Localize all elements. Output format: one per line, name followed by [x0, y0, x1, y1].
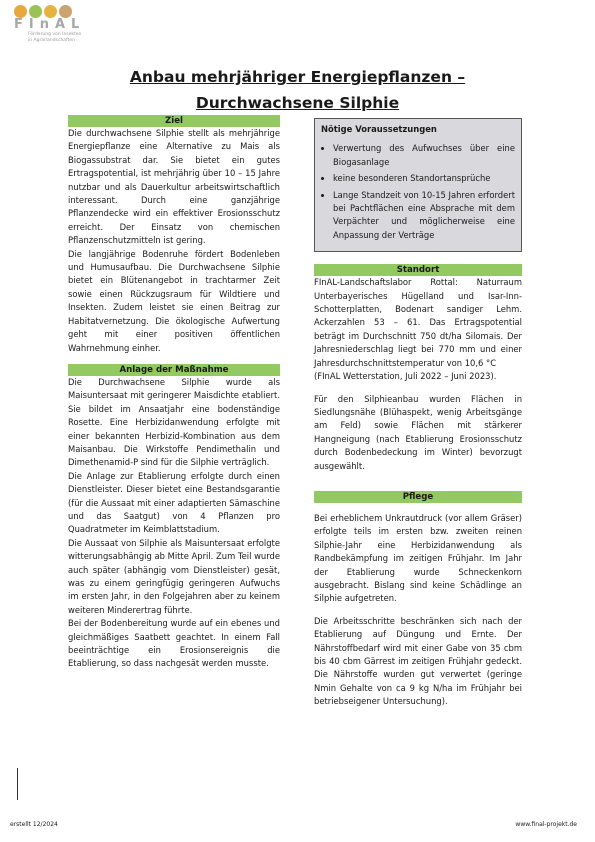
- anlage-paragraph-3: Die Aussaat von Silphie als Maisuntersaat erfolgte witterungsabhängig ab Mitte April. Zum Teil wurde auch später (abhängig vom Dienstleister) gesät, was zu einem geringfügig geringeren Aufwuchs im ersten Jahr, in den Folgejahren aber zu keinem weiteren Minderertrag führte.: [68, 537, 280, 615]
- anlage-paragraph-2: Die Anlage zur Etablierung erfolgte durch einen Dienstleister. Dieser bietet eine Bestandsgarantie (für die Aussaat mit einer adaptierten Sämaschine und das Saatgut) von 4 Pflanzen pro Quadratmeter im Keimblattstadium.: [68, 470, 280, 535]
- section-header-anlage: Anlage der Maßnahme: [68, 364, 280, 376]
- requirements-list: [321, 142, 515, 242]
- list-item: • Verwertung des Aufwuchses über eine Biogasanlage: [333, 142, 515, 169]
- title-line-1: Anbau mehrjähriger Energiepflanzen –: [129, 68, 466, 86]
- anlage-paragraph-1: Die Durchwachsene Silphie wurde als Maisuntersaat mit geringerer Maisdichte etabliert. Sie bildet im Ansaatjahr eine bodenständige Rosette. Eine Herbizidanwendung erfolgte mit einer bekannten Herbizid-Kombination aus dem Maisanbau. Die Wirkstoffe Pendimethalin und Dimethenamid-P sind für die Silphie verträglich.: [68, 376, 280, 468]
- standort-paragraph-2: Für den Silphieanbau wurden Flächen in Siedlungsnähe (Blühaspekt, wenig Arbeitsgänge am Feld) sowie Flächen mit stärkerer Hangneigung (nach Etablierung Erosionsschutz durch Bodenbedeckung im Winter) bevorzugt ausgewählt.: [314, 393, 522, 471]
- logo-tagline-1: Förderung von Insekten: [28, 32, 82, 37]
- list-item: • keine besonderen Standortansprüche: [333, 172, 515, 185]
- section-header-ziel: Ziel: [68, 115, 280, 127]
- page-title: [0, 64, 595, 116]
- anlage-paragraph-4: Bei der Bodenbereitung wurde auf ein ebenes und gleichmäßiges Saatbett geachtet. In einem Fall beeinträchtige ein Erosionsereignis die Etablierung, so dass nachgesät werden musste.: [68, 618, 280, 669]
- section-header-standort: Standort: [314, 264, 522, 276]
- logo-wordmark: FInAL: [14, 17, 86, 32]
- right-column: [314, 118, 522, 709]
- footer-url[interactable]: www.final-projekt.de: [515, 821, 577, 828]
- left-column: [68, 115, 280, 671]
- list-item: • Lange Standzeit von 10-15 Jahren erfordert bei Pachtflächen eine Absprache mit dem Verpächter und möglicherweise eine Anpassung der Verträge: [333, 189, 515, 243]
- standort-source: (FInAL Wetterstation, Juli 2022 – Juni 2023).: [314, 371, 497, 382]
- ziel-paragraph-1: Die durchwachsene Silphie stellt als mehrjährige Energiepflanze eine Alternative zu Mais als Biogassubstrat dar. Sie bietet ein gutes Ertragspotential, ist mehrjährig über 10 – 15 Jahre nutzbar und als Dauerkultur arbeitswirtschaftlich interessant. Durch eine ganzjährige Pflanzendecke wird ein effektiver Erosionsschutz erreicht. Der Einsatz von chemischen Pflanzenschutzmitteln ist gering.: [68, 128, 280, 246]
- ziel-paragraph-2: Die langjährige Bodenruhe fördert Bodenleben und Humusaufbau. Die Durchwachsene Silphie bietet ein Blütenangebot in trachtarmer Zeit sowie einen Rückzugsraum für Wildtiere und Insekten. Zudem leistet sie einen Beitrag zur Habitatvernetzung. Die ökologische Aufwertung geht mit einer positiven öffentlichen Wahrnehmung einher.: [68, 248, 280, 353]
- margin-line: [17, 768, 18, 800]
- requirements-title: Nötige Voraussetzungen: [321, 124, 437, 134]
- logo-tagline-2: in Agrarlandschaften: [28, 38, 75, 43]
- final-logo: [10, 5, 130, 65]
- title-line-2: Durchwachsene Silphie: [195, 94, 400, 112]
- section-header-pflege: Pflege: [314, 491, 522, 503]
- footer-created: erstellt 12/2024: [10, 821, 58, 828]
- requirements-box: [314, 118, 522, 252]
- pflege-paragraph-1: Bei erheblichem Unkrautdruck (vor allem Gräser) erfolgte teils im ersten bzw. zweiten reinen Silphie-Jahr eine Herbizidanwendung als Randbekämpfung im zeitigen Frühjahr. Im Jahr der Etablierung wurde Schneckenkorn ausgebracht. Bislang sind keine Schädlinge an Silphie aufgetreten.: [314, 512, 522, 604]
- standort-paragraph-1: FInAL-Landschaftslabor Rottal: Naturraum Unterbayerisches Hügelland und Isar-Inn-Schotterplatten, Bodenart sandiger Lehm. Ackerzahlen 53 – 61. Das Ertragspotential beträgt im Durchschnitt 750 dt/ha Silomais. Der Jahresniederschlag liegt bei 770 mm und einer Jahresdurchschnittstemperatur von 10,6 °C: [314, 277, 522, 368]
- pflege-paragraph-2: Die Arbeitsschritte beschränken sich nach der Etablierung auf Düngung und Ernte. Der Nährstoffbedarf wird mit einer Gabe von 35 cbm bis 40 cbm Gärrest im zeitigen Frühjahr gedeckt. Die Nährstoffe wurden gut verwertet (geringe Nmin Gehalte von ca 9 kg N/ha im Frühjahr bei betriebseigener Untersuchung).: [314, 615, 522, 707]
